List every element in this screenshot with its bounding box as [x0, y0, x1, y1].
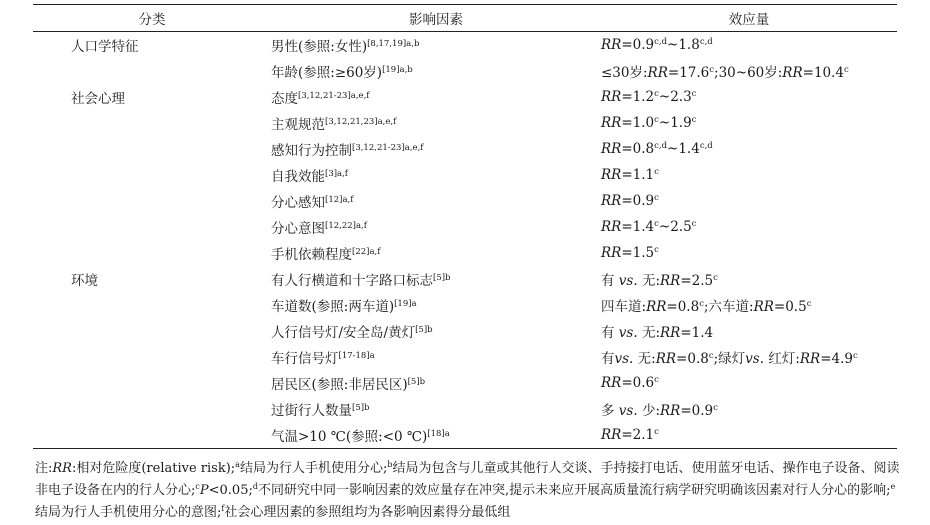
cell-effect: 有 vs. 无:RR=1.4: [601, 325, 714, 341]
citation-ref: [8,17,19]a,b: [367, 39, 420, 49]
factor-label: 分心意图: [271, 221, 325, 237]
factor-label: 分心感知: [271, 195, 325, 211]
cell-effect: 多 vs. 少:RR=0.9$^c$: [601, 403, 718, 419]
cell-factor: [271, 370, 601, 396]
cell-category: [33, 110, 271, 136]
factor-label: 自我效能: [271, 169, 325, 185]
factor-label: 有人行横道和十字路口标志: [271, 273, 433, 289]
cell-factor: [271, 110, 601, 136]
table-row: [33, 214, 897, 240]
cell-factor: [271, 136, 601, 162]
header-factor: 影响因素: [271, 5, 601, 32]
cell-category: [33, 370, 271, 396]
cell-category: [33, 422, 271, 449]
cell-category: [33, 136, 271, 162]
factor-label: 感知行为控制: [271, 143, 352, 159]
cell-factor: [271, 344, 601, 370]
cell-factor: [271, 58, 601, 84]
factor-label: 居民区(参照:非居民区): [271, 377, 408, 393]
header-effect: 效应量: [601, 5, 897, 32]
cell-factor: [271, 292, 601, 318]
cell-effect: 四车道:RR=0.8$^c$;六车道:RR=0.5$^c$: [601, 299, 812, 315]
table-row: [33, 58, 897, 84]
cell-category: [33, 240, 271, 266]
citation-ref: [3,12,21-23]a,e,f: [352, 143, 424, 153]
factor-label: 主观规范: [271, 117, 325, 133]
cell-effect: RR=1.0$^c$~1.9$^c$: [601, 115, 697, 131]
cell-category: [33, 58, 271, 84]
cell-effect: RR=2.1$^c$: [601, 422, 897, 449]
cell-effect: ≤30岁:RR=17.6$^c$;30~60岁:RR=10.4$^c$: [601, 65, 849, 81]
cell-factor: [271, 318, 601, 344]
factor-label: 手机依赖程度: [271, 247, 352, 263]
cell-effect: RR=0.6$^c$: [601, 375, 659, 391]
factor-label: 人行信号灯/安全岛/黄灯: [271, 325, 416, 341]
cell-factor: [271, 84, 601, 110]
factors-table: [33, 4, 897, 449]
cell-category: [33, 396, 271, 422]
citation-ref: [3,12,21,23]a,e,f: [325, 117, 397, 127]
table-row: [33, 344, 897, 370]
cell-factor: [271, 32, 601, 59]
cell-effect: 有vs. 无:RR=0.8$^c$;绿灯vs. 红灯:RR=4.9$^c$: [601, 351, 858, 367]
factor-label: 车道数(参照:两车道): [271, 299, 395, 315]
table-row: [33, 32, 897, 59]
table-body: [33, 32, 897, 449]
cell-factor: [271, 266, 601, 292]
cell-effect: RR=0.9$^c$: [601, 193, 659, 209]
cell-factor: [271, 396, 601, 422]
cell-category: [33, 188, 271, 214]
cell-category: 人口学特征: [71, 39, 139, 55]
cell-factor: [271, 188, 601, 214]
citation-ref: [12,22]a,f: [325, 221, 367, 231]
cell-effect: 有 vs. 无:RR=2.5$^c$: [601, 273, 718, 289]
table-row: [33, 318, 897, 344]
citation-ref: [5]b: [352, 403, 370, 413]
cell-effect: $RR=0.9^{c,d}\sim 1.8^{c,d}$: [601, 37, 713, 53]
cell-category: [33, 214, 271, 240]
cell-factor: [271, 162, 601, 188]
table-row: [33, 188, 897, 214]
citation-ref: [18]a: [427, 429, 450, 439]
citation-ref: [5]b: [407, 377, 426, 387]
table-row: [33, 422, 897, 449]
citation-ref: [17-18]a: [338, 351, 375, 361]
table-row: [33, 110, 897, 136]
factor-label: 年龄(参照:≥60岁): [271, 65, 383, 81]
cell-category: 社会心理: [71, 91, 125, 107]
citation-ref: [12]a,f: [325, 195, 354, 205]
citation-ref: [3,12,21-23]a,e,f: [298, 91, 370, 101]
citation-ref: [5]b: [433, 273, 451, 283]
cell-category: [33, 318, 271, 344]
cell-effect: $RR=0.8^{c,d}\sim 1.4^{c,d}$: [601, 141, 713, 157]
citation-ref: [3]a,f: [325, 169, 348, 179]
cell-factor: [271, 240, 601, 266]
table-row: [33, 162, 897, 188]
citation-ref: [5]b: [415, 325, 433, 335]
table-row: [33, 240, 897, 266]
header-category: 分类: [33, 5, 271, 32]
citation-ref: [22]a,f: [352, 247, 381, 257]
cell-category: [33, 344, 271, 370]
cell-effect: RR=1.4$^c$~2.5$^c$: [601, 219, 697, 235]
cell-category: [33, 162, 271, 188]
table-row: [33, 292, 897, 318]
factor-label: 态度: [271, 91, 298, 107]
cell-factor: [271, 214, 601, 240]
table-header-row: [33, 5, 897, 32]
table-row: [33, 136, 897, 162]
table-footnote: 注:RR:相对危险度(relative risk);$^a$结局为行人手机使用分心;$^b$结局为包含与儿童或其他行人交谈、手持接打电话、使用蓝牙电话、操作电子设备、阅读非电子设备在内的行人分心;$^c$P<0.05;$^d$不同研究中同一影响因素的效应量存在冲突,提示未来应开展高质量流行病学研究明确该因素对行人分心的影响;$^e$结局为行人手机使用分心的意图;$^f$社会心理因素的参照组均为各影响因素得分最低组: [35, 460, 900, 520]
cell-category: 环境: [71, 273, 98, 289]
citation-ref: [19]a: [394, 299, 417, 309]
table-row: [33, 396, 897, 422]
table-row: [33, 266, 897, 292]
cell-category: [33, 292, 271, 318]
table-row: [33, 370, 897, 396]
table-row: [33, 84, 897, 110]
factor-label: 过街行人数量: [271, 403, 352, 419]
factor-label: 男性(参照:女性): [271, 39, 368, 55]
cell-effect: RR=1.5$^c$: [601, 245, 659, 261]
citation-ref: [19]a,b: [382, 65, 413, 75]
cell-effect: RR=1.2$^c$~2.3$^c$: [601, 89, 697, 105]
cell-effect: RR=1.1$^c$: [601, 167, 659, 183]
factor-label: 车行信号灯: [271, 351, 339, 367]
factor-label: 气温>10 ℃(参照:<0 ℃): [271, 429, 428, 445]
cell-factor: [271, 422, 601, 449]
